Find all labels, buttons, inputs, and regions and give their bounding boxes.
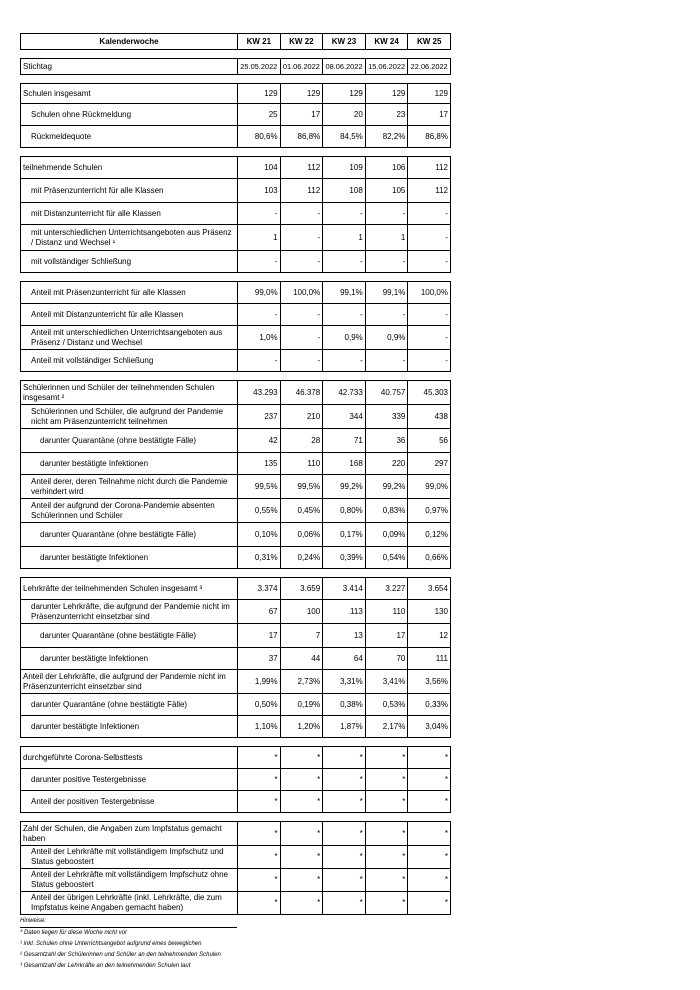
row-value: 113	[323, 600, 366, 624]
note-item: ² Gesamtzahl der Schülerinnen und Schüler an den teilnehmenden Schulen	[20, 952, 221, 958]
row-value: 99,5%	[280, 475, 323, 499]
row-label: Anteil der aufgrund der Corona-Pandemie absenten Schülerinnen und Schüler	[21, 499, 238, 523]
row-label: Rückmeldequote	[21, 126, 238, 148]
spacer-row	[21, 813, 451, 822]
row-value: *	[323, 846, 366, 869]
header-label: Kalenderwoche	[21, 34, 238, 50]
table-row	[21, 716, 451, 738]
row-value: 99,5%	[238, 475, 281, 499]
row-value: 129	[408, 84, 451, 104]
row-value: 112	[280, 179, 323, 203]
row-value: -	[408, 203, 451, 225]
row-value: *	[280, 769, 323, 791]
row-value: 20	[323, 104, 366, 126]
row-label: Anteil mit unterschiedlichen Unterrichtsangeboten aus Präsenz / Distanz und Wechsel	[21, 326, 238, 350]
header-week: KW 24	[365, 34, 408, 50]
stichtag-row	[21, 59, 451, 75]
spacer-row	[21, 75, 451, 84]
row-value: 3.659	[280, 578, 323, 600]
row-value: -	[323, 350, 366, 372]
row-value: *	[238, 869, 281, 892]
row-value: 80,6%	[238, 126, 281, 148]
row-value: 84,5%	[323, 126, 366, 148]
row-value: *	[323, 892, 366, 915]
note-item: ¹ inkl. Schulen ohne Unterrichtsangebot aufgrund eines beweglichen	[20, 941, 202, 947]
row-value: 100,0%	[280, 282, 323, 304]
row-value: 71	[323, 429, 366, 453]
row-value: 339	[365, 405, 408, 429]
row-value: *	[323, 869, 366, 892]
row-value: 0,54%	[365, 547, 408, 569]
row-value: 135	[238, 453, 281, 475]
row-label: darunter bestätigte Infektionen	[21, 648, 238, 670]
row-value: 23	[365, 104, 408, 126]
table-row	[21, 179, 451, 203]
row-value: 112	[280, 157, 323, 179]
row-value: 0,83%	[365, 499, 408, 523]
row-label: Anteil mit Präsenzunterricht für alle Klassen	[21, 282, 238, 304]
row-value: 67	[238, 600, 281, 624]
row-value: 99,2%	[365, 475, 408, 499]
notes-section	[20, 916, 450, 972]
row-value: *	[323, 822, 366, 846]
row-value: *	[365, 892, 408, 915]
row-value: 99,0%	[238, 282, 281, 304]
row-label: Anteil mit Distanzunterricht für alle Klassen	[21, 304, 238, 326]
table-row	[21, 523, 451, 547]
row-value: -	[280, 251, 323, 273]
row-label: darunter bestätigte Infektionen	[21, 547, 238, 569]
row-value: 109	[323, 157, 366, 179]
row-value: -	[365, 304, 408, 326]
row-value: 99,1%	[365, 282, 408, 304]
row-value: -	[238, 304, 281, 326]
table-row	[21, 791, 451, 813]
row-label: Zahl der Schulen, die Angaben zum Impfstatus gemacht haben	[21, 822, 238, 846]
row-value: 112	[408, 157, 451, 179]
row-value: 56	[408, 429, 451, 453]
row-value: 2,73%	[280, 670, 323, 694]
row-value: -	[323, 304, 366, 326]
row-value: -	[323, 203, 366, 225]
row-label: durchgeführte Corona-Selbsttests	[21, 747, 238, 769]
row-value: 42	[238, 429, 281, 453]
stichtag-date: 22.06.2022	[408, 59, 451, 75]
row-value: 43.293	[238, 381, 281, 405]
row-value: *	[238, 892, 281, 915]
row-value: *	[238, 822, 281, 846]
row-value: *	[238, 747, 281, 769]
row-value: 3.374	[238, 578, 281, 600]
row-value: 129	[323, 84, 366, 104]
row-value: 99,0%	[408, 475, 451, 499]
row-label: Anteil der Lehrkräfte mit vollständigem Impfschutz und Status geboostert	[21, 846, 238, 869]
row-value: *	[323, 747, 366, 769]
row-value: -	[238, 350, 281, 372]
row-value: 3.414	[323, 578, 366, 600]
row-value: -	[365, 251, 408, 273]
row-value: 344	[323, 405, 366, 429]
row-value: -	[408, 251, 451, 273]
row-value: 36	[365, 429, 408, 453]
row-value: 1	[365, 225, 408, 251]
row-value: *	[323, 791, 366, 813]
table-row	[21, 157, 451, 179]
table-row	[21, 499, 451, 523]
row-value: 3,56%	[408, 670, 451, 694]
row-value: 0,9%	[365, 326, 408, 350]
row-value: 105	[365, 179, 408, 203]
row-value: 28	[280, 429, 323, 453]
row-value: 0,53%	[365, 694, 408, 716]
row-value: 3,04%	[408, 716, 451, 738]
row-value: 110	[365, 600, 408, 624]
note-item: * Daten liegen für diese Woche nicht vor	[20, 930, 128, 936]
row-value: 0,19%	[280, 694, 323, 716]
row-label: darunter bestätigte Infektionen	[21, 716, 238, 738]
row-value: 220	[365, 453, 408, 475]
row-value: -	[280, 326, 323, 350]
row-label: Anteil derer, deren Teilnahme nicht durch die Pandemie verhindert wird	[21, 475, 238, 499]
row-value: 3.227	[365, 578, 408, 600]
row-label: mit unterschiedlichen Unterrichtsangeboten aus Präsenz / Distanz und Wechsel ¹	[21, 225, 238, 251]
row-label: Schülerinnen und Schüler, die aufgrund der Pandemie nicht am Präsenzunterricht teilnehmen	[21, 405, 238, 429]
header-week: KW 23	[323, 34, 366, 50]
row-value: 37	[238, 648, 281, 670]
row-value: -	[408, 304, 451, 326]
row-label: darunter Quarantäne (ohne bestätigte Fälle)	[21, 523, 238, 547]
row-value: 45.303	[408, 381, 451, 405]
row-value: 17	[280, 104, 323, 126]
row-value: 0,45%	[280, 499, 323, 523]
row-value: -	[280, 203, 323, 225]
row-value: 129	[280, 84, 323, 104]
row-value: *	[408, 892, 451, 915]
table-row	[21, 282, 451, 304]
row-value: 2,17%	[365, 716, 408, 738]
row-value: *	[408, 846, 451, 869]
table-row	[21, 429, 451, 453]
row-value: *	[365, 769, 408, 791]
statistics-table-body	[21, 34, 451, 915]
row-value: 1	[323, 225, 366, 251]
row-label: Lehrkräfte der teilnehmenden Schulen insgesamt ³	[21, 578, 238, 600]
row-value: 13	[323, 624, 366, 648]
row-label: teilnehmende Schulen	[21, 157, 238, 179]
row-label: darunter positive Testergebnisse	[21, 769, 238, 791]
stichtag-label: Stichtag	[21, 59, 238, 75]
row-label: Schulen insgesamt	[21, 84, 238, 104]
spacer-row	[21, 372, 451, 381]
table-row	[21, 846, 451, 869]
row-value: *	[280, 791, 323, 813]
table-row	[21, 326, 451, 350]
row-label: Anteil der Lehrkräfte, die aufgrund der Pandemie nicht im Präsenzunterricht einsetzbar sind	[21, 670, 238, 694]
row-value: -	[238, 203, 281, 225]
table-row	[21, 769, 451, 791]
row-value: 237	[238, 405, 281, 429]
table-row	[21, 405, 451, 429]
row-value: 0,80%	[323, 499, 366, 523]
row-value: 111	[408, 648, 451, 670]
row-value: 0,10%	[238, 523, 281, 547]
row-value: 0,38%	[323, 694, 366, 716]
row-label: darunter Lehrkräfte, die aufgrund der Pandemie nicht im Präsenzunterricht einsetzbar sind	[21, 600, 238, 624]
row-value: 0,12%	[408, 523, 451, 547]
row-value: 0,33%	[408, 694, 451, 716]
header-row	[21, 34, 451, 50]
row-value: 0,39%	[323, 547, 366, 569]
row-label: Anteil der übrigen Lehrkräfte (inkl. Lehrkräfte, die zum Impfstatus keine Angaben gemacht haben)	[21, 892, 238, 915]
row-label: darunter Quarantäne (ohne bestätigte Fälle)	[21, 694, 238, 716]
row-value: 99,2%	[323, 475, 366, 499]
header-week: KW 22	[280, 34, 323, 50]
row-value: -	[408, 225, 451, 251]
row-value: 438	[408, 405, 451, 429]
row-label: mit Distanzunterricht für alle Klassen	[21, 203, 238, 225]
row-value: 0,50%	[238, 694, 281, 716]
table-row	[21, 104, 451, 126]
row-value: -	[365, 350, 408, 372]
row-value: 25	[238, 104, 281, 126]
row-label: Schülerinnen und Schüler der teilnehmenden Schulen insgesamt ²	[21, 381, 238, 405]
row-value: 3,41%	[365, 670, 408, 694]
table-row	[21, 648, 451, 670]
row-value: *	[238, 791, 281, 813]
row-value: 0,09%	[365, 523, 408, 547]
row-value: -	[365, 203, 408, 225]
row-value: -	[323, 251, 366, 273]
row-value: 106	[365, 157, 408, 179]
stichtag-date: 01.06.2022	[280, 59, 323, 75]
notes-title: Hinweise:	[20, 916, 237, 928]
row-value: -	[280, 225, 323, 251]
row-value: 17	[238, 624, 281, 648]
row-label: darunter bestätigte Infektionen	[21, 453, 238, 475]
row-value: 44	[280, 648, 323, 670]
spacer-row	[21, 273, 451, 282]
row-value: 86,8%	[280, 126, 323, 148]
report-page	[20, 33, 450, 972]
table-row	[21, 203, 451, 225]
row-value: *	[280, 892, 323, 915]
row-value: 1	[238, 225, 281, 251]
row-value: -	[280, 350, 323, 372]
row-value: 99,1%	[323, 282, 366, 304]
row-value: *	[365, 822, 408, 846]
table-row	[21, 892, 451, 915]
row-value: 129	[238, 84, 281, 104]
row-value: 210	[280, 405, 323, 429]
stichtag-date: 15.06.2022	[365, 59, 408, 75]
header-week: KW 21	[238, 34, 281, 50]
row-value: 104	[238, 157, 281, 179]
row-value: 129	[365, 84, 408, 104]
row-value: *	[280, 747, 323, 769]
stichtag-date: 08.06.2022	[323, 59, 366, 75]
table-row	[21, 600, 451, 624]
row-value: 100	[280, 600, 323, 624]
row-value: 17	[365, 624, 408, 648]
row-value: 64	[323, 648, 366, 670]
row-value: 0,31%	[238, 547, 281, 569]
row-value: *	[408, 822, 451, 846]
row-value: *	[408, 769, 451, 791]
row-value: 1,99%	[238, 670, 281, 694]
table-row	[21, 822, 451, 846]
table-row	[21, 304, 451, 326]
spacer-row	[21, 738, 451, 747]
row-label: darunter Quarantäne (ohne bestätigte Fälle)	[21, 429, 238, 453]
row-value: *	[280, 846, 323, 869]
row-value: -	[408, 350, 451, 372]
table-row	[21, 694, 451, 716]
table-row	[21, 747, 451, 769]
row-value: 1,87%	[323, 716, 366, 738]
spacer-row	[21, 50, 451, 59]
row-value: *	[365, 791, 408, 813]
row-label: darunter Quarantäne (ohne bestätigte Fälle)	[21, 624, 238, 648]
header-week: KW 25	[408, 34, 451, 50]
row-value: 46.378	[280, 381, 323, 405]
row-value: 70	[365, 648, 408, 670]
row-value: *	[365, 869, 408, 892]
row-label: mit Präsenzunterricht für alle Klassen	[21, 179, 238, 203]
stichtag-date: 25.05.2022	[238, 59, 281, 75]
row-label: Anteil mit vollständiger Schließung	[21, 350, 238, 372]
spacer-row	[21, 148, 451, 157]
table-row	[21, 126, 451, 148]
row-value: 40.757	[365, 381, 408, 405]
row-value: *	[408, 747, 451, 769]
table-row	[21, 475, 451, 499]
table-row	[21, 225, 451, 251]
row-value: 17	[408, 104, 451, 126]
row-value: 0,66%	[408, 547, 451, 569]
note-item: ³ Gesamtzahl der Lehrkräfte an den teilnehmenden Schulen laut	[20, 963, 191, 969]
row-label: Anteil der Lehrkräfte mit vollständigem Impfschutz ohne Status geboostert	[21, 869, 238, 892]
row-value: 86,8%	[408, 126, 451, 148]
spacer-row	[21, 569, 451, 578]
row-value: *	[280, 869, 323, 892]
row-value: 100,0%	[408, 282, 451, 304]
row-value: *	[365, 747, 408, 769]
row-value: 0,97%	[408, 499, 451, 523]
row-value: 42.733	[323, 381, 366, 405]
row-value: 108	[323, 179, 366, 203]
row-label: mit vollständiger Schließung	[21, 251, 238, 273]
table-row	[21, 381, 451, 405]
table-row	[21, 547, 451, 569]
row-value: *	[238, 769, 281, 791]
row-value: 1,0%	[238, 326, 281, 350]
row-value: 297	[408, 453, 451, 475]
row-value: 3.654	[408, 578, 451, 600]
row-value: *	[408, 869, 451, 892]
row-value: *	[280, 822, 323, 846]
statistics-table	[20, 33, 451, 915]
row-value: 130	[408, 600, 451, 624]
row-value: 1,10%	[238, 716, 281, 738]
row-value: 168	[323, 453, 366, 475]
row-value: 0,55%	[238, 499, 281, 523]
row-value: 103	[238, 179, 281, 203]
row-value: -	[280, 304, 323, 326]
table-row	[21, 350, 451, 372]
row-value: 0,17%	[323, 523, 366, 547]
row-value: *	[238, 846, 281, 869]
table-row	[21, 453, 451, 475]
row-value: 1,20%	[280, 716, 323, 738]
row-value: 0,24%	[280, 547, 323, 569]
row-value: 3,31%	[323, 670, 366, 694]
row-label: Anteil der positiven Testergebnisse	[21, 791, 238, 813]
row-value: 12	[408, 624, 451, 648]
row-value: *	[408, 791, 451, 813]
row-value: *	[323, 769, 366, 791]
row-value: -	[238, 251, 281, 273]
row-value: 0,06%	[280, 523, 323, 547]
row-value: 82,2%	[365, 126, 408, 148]
table-row	[21, 869, 451, 892]
table-row	[21, 251, 451, 273]
table-row	[21, 670, 451, 694]
row-value: 110	[280, 453, 323, 475]
row-value: 0,9%	[323, 326, 366, 350]
row-value: -	[408, 326, 451, 350]
row-label: Schulen ohne Rückmeldung	[21, 104, 238, 126]
row-value: *	[365, 846, 408, 869]
row-value: 112	[408, 179, 451, 203]
row-value: 7	[280, 624, 323, 648]
table-row	[21, 578, 451, 600]
table-row	[21, 624, 451, 648]
table-row	[21, 84, 451, 104]
